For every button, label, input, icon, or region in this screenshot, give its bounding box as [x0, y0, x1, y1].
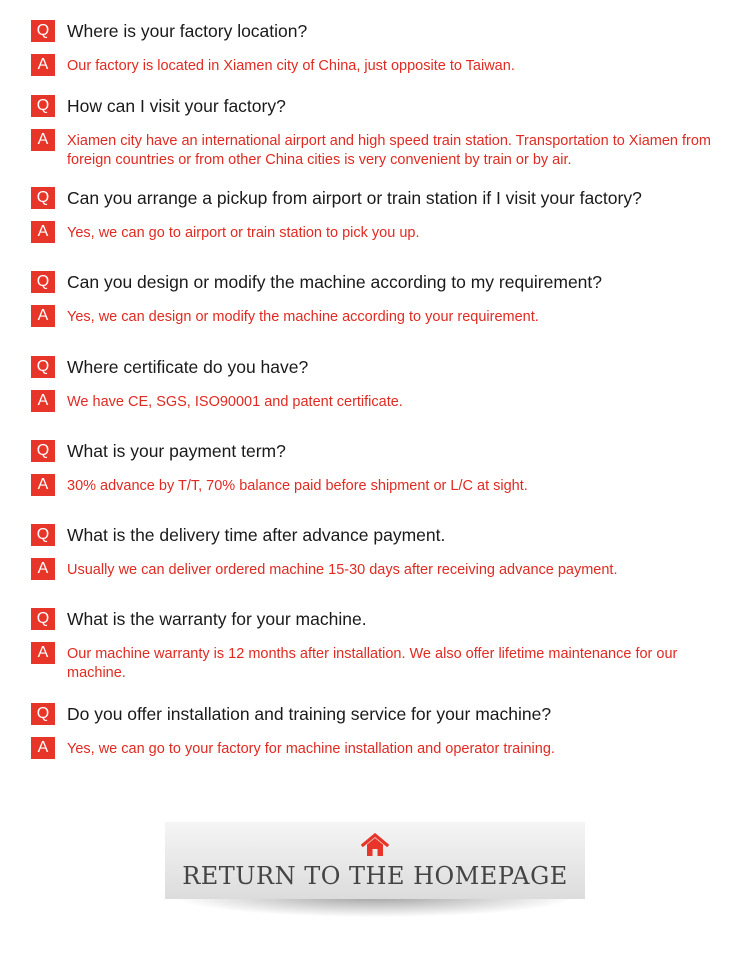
question-text: Where certificate do you have? [67, 357, 309, 377]
answer-text: Yes, we can design or modify the machine according to your requirement. [67, 309, 539, 325]
question-badge: Q [31, 703, 55, 725]
answer-text: Yes, we can go to your factory for machine installation and operator training. [67, 741, 555, 757]
answer-text: Yes, we can go to airport or train station to pick you up. [67, 225, 420, 241]
question-text: Can you design or modify the machine according to my requirement? [67, 272, 602, 292]
answer-badge: A [31, 221, 55, 243]
answer-text: Usually we can deliver ordered machine 15-30 days after receiving advance payment. [67, 562, 618, 578]
question-badge: Q [31, 524, 55, 546]
answer-badge: A [31, 390, 55, 412]
question-text: Can you arrange a pickup from airport or train station if I visit your factory? [67, 188, 642, 208]
question-text: Where is your factory location? [67, 21, 308, 41]
home-icon [361, 833, 389, 857]
question-badge: Q [31, 187, 55, 209]
answer-badge: A [31, 642, 55, 664]
answer-badge: A [31, 54, 55, 76]
question-badge: Q [31, 356, 55, 378]
answer-text: Xiamen city have an international airport and high speed train station. Transportation to Xiamen from foreign countries or from other China cities is very convenient by train or by air. [67, 133, 712, 168]
answer-text: 30% advance by T/T, 70% balance paid before shipment or L/C at sight. [67, 478, 528, 494]
answer-badge: A [31, 474, 55, 496]
return-homepage-label: RETURN TO THE HOMEPAGE [182, 862, 568, 890]
question-badge: Q [31, 95, 55, 117]
answer-badge: A [31, 737, 55, 759]
question-badge: Q [31, 440, 55, 462]
answer-text: We have CE, SGS, ISO90001 and patent certificate. [67, 394, 403, 410]
question-badge: Q [31, 20, 55, 42]
question-text: What is the delivery time after advance payment. [67, 525, 446, 545]
question-badge: Q [31, 608, 55, 630]
question-badge: Q [31, 271, 55, 293]
question-text: Do you offer installation and training service for your machine? [67, 704, 552, 724]
question-text: What is the warranty for your machine. [67, 609, 367, 629]
question-text: What is your payment term? [67, 441, 286, 461]
home-button-shadow [165, 896, 585, 918]
answer-badge: A [31, 558, 55, 580]
answer-badge: A [31, 305, 55, 327]
answer-text: Our machine warranty is 12 months after installation. We also offer lifetime maintenance for our machine. [67, 646, 678, 681]
return-homepage-button[interactable] [165, 822, 585, 899]
answer-text: Our factory is located in Xiamen city of China, just opposite to Taiwan. [67, 58, 515, 74]
answer-badge: A [31, 129, 55, 151]
question-text: How can I visit your factory? [67, 96, 286, 116]
